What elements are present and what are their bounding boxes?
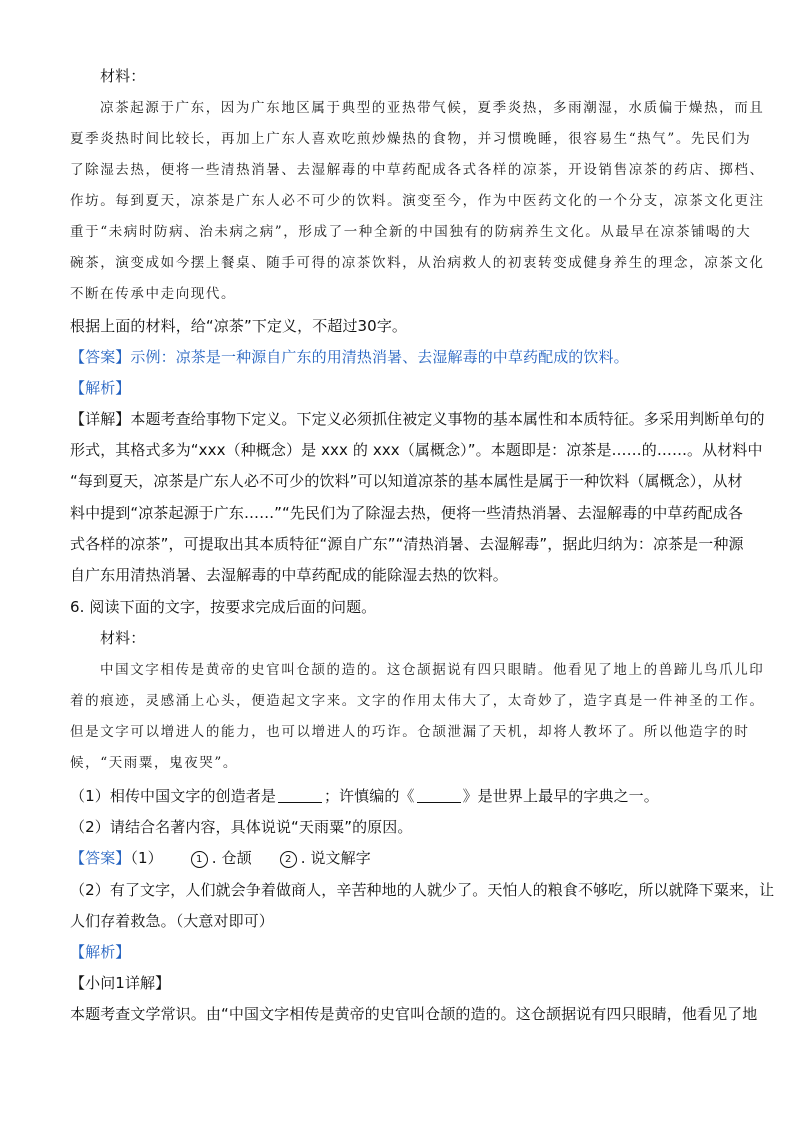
q6-material-label: 材料：: [100, 629, 146, 647]
fill-blank: [278, 788, 322, 803]
sub1-text-a: （1）相传中国文字的创造者是: [70, 787, 276, 805]
q5-material-line: 凉茶起源于广东，因为广东地区属于典型的亚热带气候，夏季炎热，多雨潮湿，水质偏于燥热，而且: [100, 100, 765, 116]
q5-material-line: 重于“未病时防病、治未病之病”，形成了一种全新的中国独有的防病养生文化。从最早在凉茶铺喝的大: [70, 224, 752, 240]
q6-material-line: 着的痕迹，灵感涌上心头，便造起文字来。文字的作用太伟大了，太奇妙了，造字真是一件神圣的工作。: [70, 693, 765, 709]
q6-answer-1: [70, 848, 371, 868]
sub1-text-c: 》是世界上最早的字典之一。: [462, 787, 659, 805]
q6-material-line: 候，“天雨粟，鬼夜哭”。: [70, 755, 239, 771]
q5-detail-line: 形式，其格式多为“xxx（种概念）是 xxx 的 xxx（属概念）”。本题即是：凉茶是……的……。从材料中: [70, 441, 763, 459]
answer-tag: 【答案】: [70, 849, 131, 867]
circled-number-1: 1: [191, 851, 208, 868]
q6-detail-line: 本题考查文学常识。由“中国文字相传是黄帝的史官叫仓颉的造的。这仓颉据说有四只眼睛，他看见了地: [70, 1005, 758, 1023]
q5-detail-line: 料中提到“凉茶起源于广东……”“先民们为了除湿去热，便将一些清热消暑、去湿解毒的中草药配成各: [70, 504, 743, 522]
answer-blank-2: . 说文解字: [300, 849, 371, 867]
q5-material-line: 了除湿去热，便将一些清热消暑、去湿解毒的中草药配成各式各样的凉茶，开设销售凉茶的药店、掷档、: [70, 162, 765, 178]
q5-material-line: 夏季炎热时间比较长，再加上广东人喜欢吃煎炒燥热的食物，并习惯晚睡，很容易生“热气”。先民们为: [70, 131, 752, 147]
q6-analysis-tag: 【解析】: [70, 943, 131, 961]
q6-answer-2-line: 人们存着救急。（大意对即可）: [70, 912, 274, 930]
q5-material-line: 碗茶，演变成如今摆上餐桌、随手可得的凉茶饮料，从治病救人的初衷转变成健身养生的理念，凉茶文化: [70, 255, 765, 271]
q5-answer: [70, 347, 629, 367]
q5-material-line: 作坊。每到夏天，凉茶是广东人必不可少的饮料。演变至今，作为中医药文化的一个分支，凉茶文化更注: [70, 193, 765, 209]
q6-small-question-tag: 【小问1详解】: [70, 974, 171, 992]
answer-blank-1: . 仓颉: [211, 849, 252, 867]
q5-analysis-tag: 【解析】: [70, 379, 131, 397]
answer-text: 示例：凉茶是一种源自广东的用清热消暑、去湿解毒的中草药配成的饮料。: [130, 348, 629, 366]
q6-sub-question-2: （2）请结合名著内容，具体说说“天雨粟”的原因。: [70, 818, 413, 836]
q5-material-line: 不断在传承中走向现代。: [70, 286, 237, 302]
answer-tag: 【答案】: [70, 348, 131, 366]
circled-number-2: 2: [280, 851, 297, 868]
q5-detail-line: 自广东用清热消暑、去湿解毒的中草药配成的能除湿去热的饮料。: [70, 566, 508, 584]
q6-material-line: 中国文字相传是黄帝的史官叫仓颉的造的。这仓颉据说有四只眼睛。他看见了地上的兽蹄儿鸟爪儿印: [100, 662, 765, 678]
q5-detail-line: 【详解】本题考查给事物下定义。下定义必须抓住被定义事物的基本属性和本质特征。多采用判断单句的: [70, 410, 765, 428]
q5-question: 根据上面的材料，给“凉茶”下定义，不超过30字。: [70, 317, 408, 335]
q6-title: 6. 阅读下面的文字，按要求完成后面的问题。: [70, 598, 377, 616]
answer-sub1-label: （1）: [130, 849, 163, 867]
q6-answer-2-line: （2）有了文字，人们就会争着做商人，辛苦种地的人就少了。天怕人的粮食不够吃，所以就降下粟来，让: [70, 881, 775, 899]
q6-sub-question-1: [70, 786, 659, 806]
q5-detail-line: 式各样的凉茶”，可提取出其本质特征“源自广东”“清热消暑、去湿解毒”，据此归纳为：凉茶是一种源: [70, 535, 744, 553]
q6-material-line: 但是文字可以增进人的能力，也可以增进人的巧诈。仓颉泄漏了天机，却将人教坏了。所以他造字的时: [70, 724, 750, 740]
fill-blank: [417, 788, 461, 803]
q5-detail-line: “每到夏天，凉茶是广东人必不可少的饮料”可以知道凉茶的基本属性是属于一种饮料（属概念），从材: [70, 472, 743, 490]
sub1-text-b: ；许慎编的《: [323, 787, 415, 805]
q5-material-label: 材料：: [100, 67, 146, 85]
